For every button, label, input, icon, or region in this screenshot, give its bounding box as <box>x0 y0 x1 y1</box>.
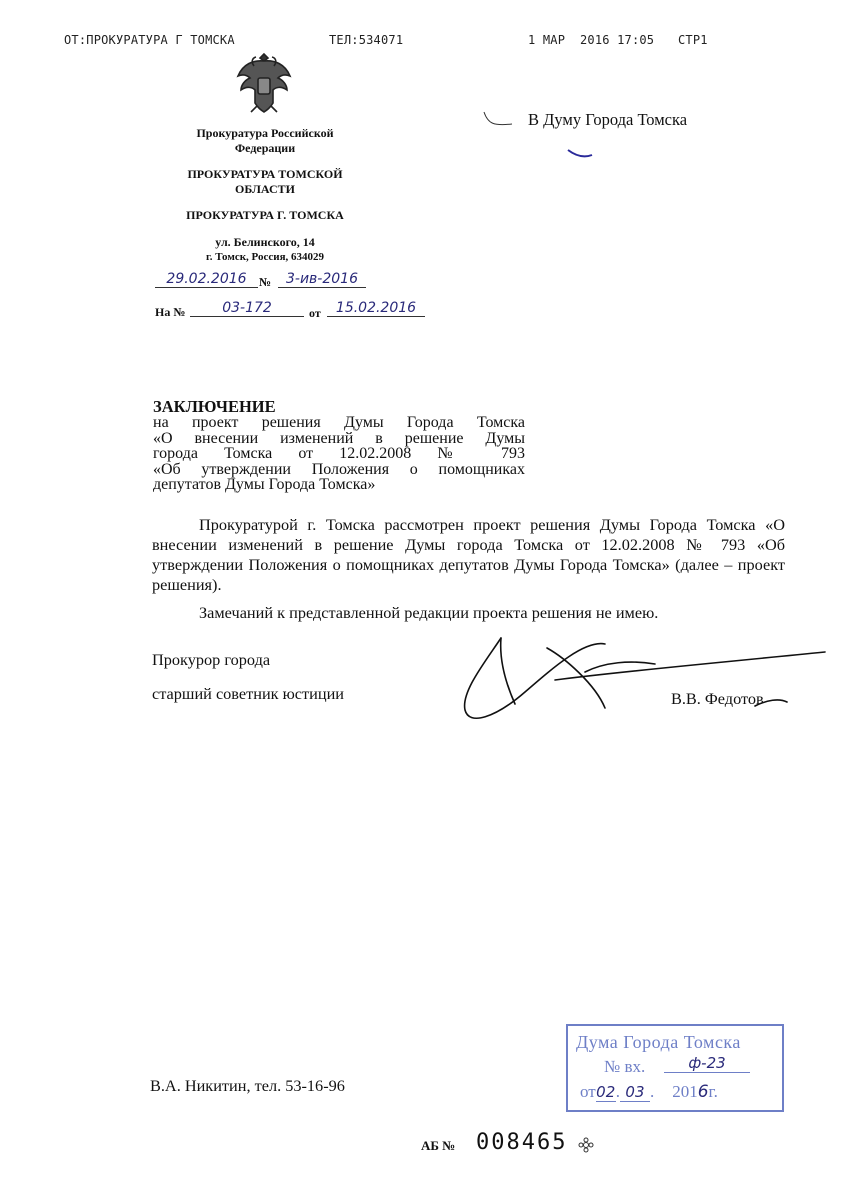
stamp-date-suffix: г. <box>708 1082 718 1101</box>
handwritten-signature <box>455 622 835 732</box>
recipient: В Думу Города Томска <box>528 110 688 129</box>
sender-org-city: ПРОКУРАТУРА Г. ТОМСКА <box>186 208 344 222</box>
body-paragraph-2: Замечаний к представленной редакции проекта решения не имею. <box>199 603 659 622</box>
title-line-1: на проект решения Думы Города Томска <box>153 414 525 431</box>
title-line-4: «Об утверждении Положения о помощниках <box>153 460 525 478</box>
serial-label: АБ № <box>421 1138 456 1153</box>
fax-datetime: 1 МАР 2016 17:05 <box>528 33 655 47</box>
stamp-date-day: 02 <box>596 1083 616 1101</box>
fax-sender: ОТ:ПРОКУРАТУРА Г ТОМСКА <box>64 33 235 47</box>
sender-address-street: ул. Белинского, 14 <box>215 235 315 249</box>
signer-position: Прокурор города <box>152 650 271 669</box>
conclusion-title-block <box>153 399 525 493</box>
reference-date: 15.02.2016 <box>327 300 425 317</box>
stamp-date-year-prefix: 201 <box>672 1082 698 1101</box>
stamp-date-row: от02. 03 . 2016г. <box>580 1082 718 1102</box>
fax-page: СТР1 <box>678 33 708 47</box>
serial-number: 008465 <box>476 1130 568 1155</box>
outgoing-number-label: № <box>259 275 272 289</box>
recipient-tick-mark <box>482 110 522 130</box>
reference-from-label: от <box>309 306 321 320</box>
stamp-date-prefix: от <box>580 1082 596 1101</box>
body-paragraph-1: Прокуратурой г. Томска рассмотрен проект решения Думы Города Томска «О внесении изменений в решение Думы города Томска от 12.02.2008 № 793 «Об утверждении Положения о помощниках депутатов Думы Города Томска» (далее – проект решения). <box>152 515 785 594</box>
rosette-icon <box>578 1137 594 1153</box>
reference-number: 03-172 <box>190 300 304 317</box>
stamp-date-year-digit: 6 <box>697 1082 709 1102</box>
reference-number-label: На № <box>155 305 186 319</box>
signer-name: В.В. Федотов <box>671 689 764 708</box>
outgoing-number: 3-ив-2016 <box>278 271 366 288</box>
stamp-in-number: ф-23 <box>664 1054 750 1073</box>
sender-org-federal: Прокуратура Российской Федерации <box>196 126 334 155</box>
executor-contact: В.А. Никитин, тел. 53-16-96 <box>150 1076 345 1095</box>
stamp-org: Дума Города Томска <box>576 1032 741 1052</box>
title-line-2: «О внесении изменений в решение Думы <box>153 429 525 447</box>
coat-of-arms-icon <box>233 48 295 116</box>
title-line-5: депутатов Думы Города Томска» <box>153 476 376 493</box>
ink-mark <box>566 146 594 160</box>
document-heading: ЗАКЛЮЧЕНИЕ <box>153 397 276 416</box>
sender-org-regional: ПРОКУРАТУРА ТОМСКОЙ ОБЛАСТИ <box>187 167 343 196</box>
incoming-registration-stamp <box>566 1024 784 1112</box>
outgoing-date: 29.02.2016 <box>155 271 258 288</box>
title-line-3: города Томска от 12.02.2008 № 793 <box>153 445 525 462</box>
stamp-in-label: № вх. <box>604 1057 646 1076</box>
stamp-date-month: 03 <box>620 1083 650 1102</box>
sender-address-city: г. Томск, Россия, 634029 <box>205 251 325 263</box>
signer-rank: старший советник юстиции <box>152 684 345 703</box>
fax-phone: ТЕЛ:534071 <box>329 33 404 47</box>
